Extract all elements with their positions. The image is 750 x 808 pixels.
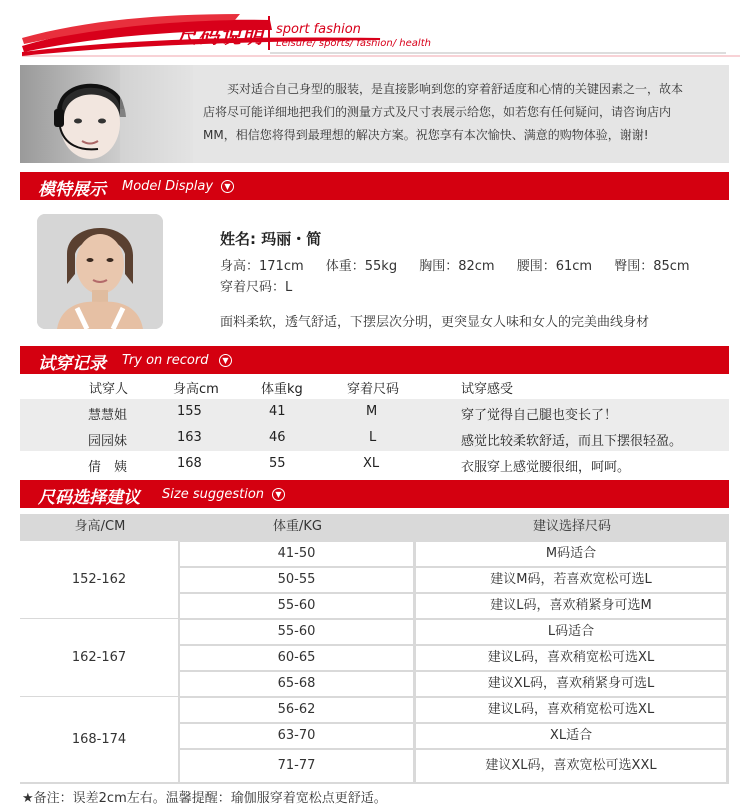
model-height: 身高：171cm	[220, 259, 304, 274]
section-title-en: Size suggestion	[162, 487, 265, 502]
size-suggestion: 建议L码，喜欢稍紧身可选M	[416, 594, 726, 618]
section-title-zh: 尺码选择建议	[38, 488, 140, 508]
section-title-zh: 试穿记录	[38, 354, 106, 374]
tryon-feedback: 穿了觉得自己腿也变长了！	[461, 408, 618, 423]
banner-title: 尺码说明	[176, 24, 264, 48]
model-photo	[37, 214, 163, 329]
intro-line-1: 买对适合自己身型的服装，是直接影响到您的穿着舒适度和心情的关键因素之一，故本	[227, 82, 684, 96]
model-hip: 臀围：85cm	[614, 259, 690, 274]
footnote: ★备注：误差2cm左右。温馨提醒：瑜伽服穿着宽松点更舒适。	[22, 791, 387, 806]
intro-box	[20, 65, 729, 163]
size-suggestion: 建议M码，若喜欢宽松可选L	[416, 568, 726, 592]
tryon-size: M	[366, 404, 378, 419]
customer-service-photo	[20, 65, 193, 163]
tryon-col-size: 穿着尺码	[347, 382, 400, 397]
tryon-feedback: 感觉比较柔软舒适，而且下摆很轻盈。	[461, 434, 683, 449]
header-banner	[0, 0, 750, 60]
tryon-col-weight: 体重kg	[261, 382, 303, 397]
size-suggestion: 建议L码，喜欢稍宽松可选XL	[416, 698, 726, 722]
banner-tagline: Leisure/ sports/ fashion/ health	[276, 38, 431, 49]
weight-range: 60-65	[180, 646, 413, 670]
size-col-weight: 体重/KG	[273, 519, 322, 534]
tryon-weight: 46	[269, 430, 286, 445]
model-description: 面料柔软，透气舒适，下摆层次分明，更突显女人味和女人的完美曲线身材	[220, 315, 650, 330]
weight-range: 41-50	[180, 542, 413, 566]
tryon-person: 倩 姨	[88, 460, 128, 475]
tryon-weight: 55	[269, 456, 286, 471]
size-suggestion: L码适合	[416, 620, 726, 644]
banner-subtitle: sport fashion	[276, 22, 361, 37]
tryon-person: 园园妹	[88, 434, 128, 449]
weight-range: 65-68	[180, 672, 413, 696]
model-size: 穿着尺码：L	[220, 280, 293, 295]
tryon-col-feedback: 试穿感受	[461, 382, 514, 397]
model-weight: 体重：55kg	[325, 259, 398, 274]
weight-range: 56-62	[180, 698, 413, 722]
size-suggestion: 建议L码，喜欢稍宽松可选XL	[416, 646, 726, 670]
weight-range: 55-60	[180, 620, 413, 644]
section-title-zh: 模特展示	[38, 180, 106, 200]
table-row	[20, 451, 729, 477]
tryon-size: L	[369, 430, 377, 445]
tryon-header-row	[20, 373, 729, 399]
section-header-tryon	[20, 346, 729, 374]
tryon-feedback: 衣服穿上感觉腰很细，呵呵。	[461, 460, 631, 475]
section-header-size	[20, 480, 729, 508]
model-measurements	[220, 255, 708, 274]
model-portrait-illustration	[37, 214, 163, 329]
size-suggestion: M码适合	[416, 542, 726, 566]
height-range: 162-167	[20, 619, 178, 696]
model-waist: 腰围：61cm	[516, 259, 593, 274]
size-suggestion: XL适合	[416, 724, 726, 748]
intro-line-2: 店将尽可能详细地把我们的测量方式及尺寸表展示给您，如若您有任何疑问，请咨询店内	[203, 105, 672, 119]
model-name: 姓名: 玛丽・简	[220, 230, 322, 248]
size-suggestion: 建议XL码，喜欢稍紧身可选L	[416, 672, 726, 696]
section-title-en: Try on record	[122, 353, 209, 368]
model-bust: 胸围：82cm	[419, 259, 495, 274]
chevron-down-icon: ▼	[272, 488, 285, 501]
size-suggestion-table	[20, 514, 729, 784]
tryon-col-person: 试穿人	[89, 382, 129, 397]
weight-range: 63-70	[180, 724, 413, 748]
intro-text	[203, 78, 723, 147]
size-suggestion: 建议XL码，喜欢宽松可选XXL	[416, 750, 726, 782]
tryon-weight: 41	[269, 404, 286, 419]
size-col-height: 身高/CM	[74, 519, 126, 534]
chevron-down-icon: ▼	[219, 354, 232, 367]
headset-agent-illustration	[20, 65, 193, 163]
section-title-en: Model Display	[122, 179, 214, 194]
tryon-height: 163	[177, 430, 202, 445]
weight-range: 71-77	[180, 750, 413, 782]
banner-swoosh-graphic	[0, 0, 750, 60]
intro-line-3: MM，相信您将得到最理想的解决方案。祝您享有本次愉快、满意的购物体验，谢谢!	[203, 128, 649, 142]
tryon-person: 慧慧姐	[88, 408, 128, 423]
height-range: 168-174	[20, 697, 178, 782]
section-header-model	[20, 172, 729, 200]
table-row	[20, 399, 729, 425]
weight-range: 50-55	[180, 568, 413, 592]
size-col-suggestion: 建议选择尺码	[532, 519, 611, 534]
tryon-height: 168	[177, 456, 202, 471]
tryon-height: 155	[177, 404, 202, 419]
tryon-col-height: 身高cm	[173, 382, 219, 397]
chevron-down-icon: ▼	[221, 180, 234, 193]
tryon-size: XL	[363, 456, 380, 471]
table-row	[20, 425, 729, 451]
weight-range: 55-60	[180, 594, 413, 618]
height-range: 152-162	[20, 541, 178, 618]
